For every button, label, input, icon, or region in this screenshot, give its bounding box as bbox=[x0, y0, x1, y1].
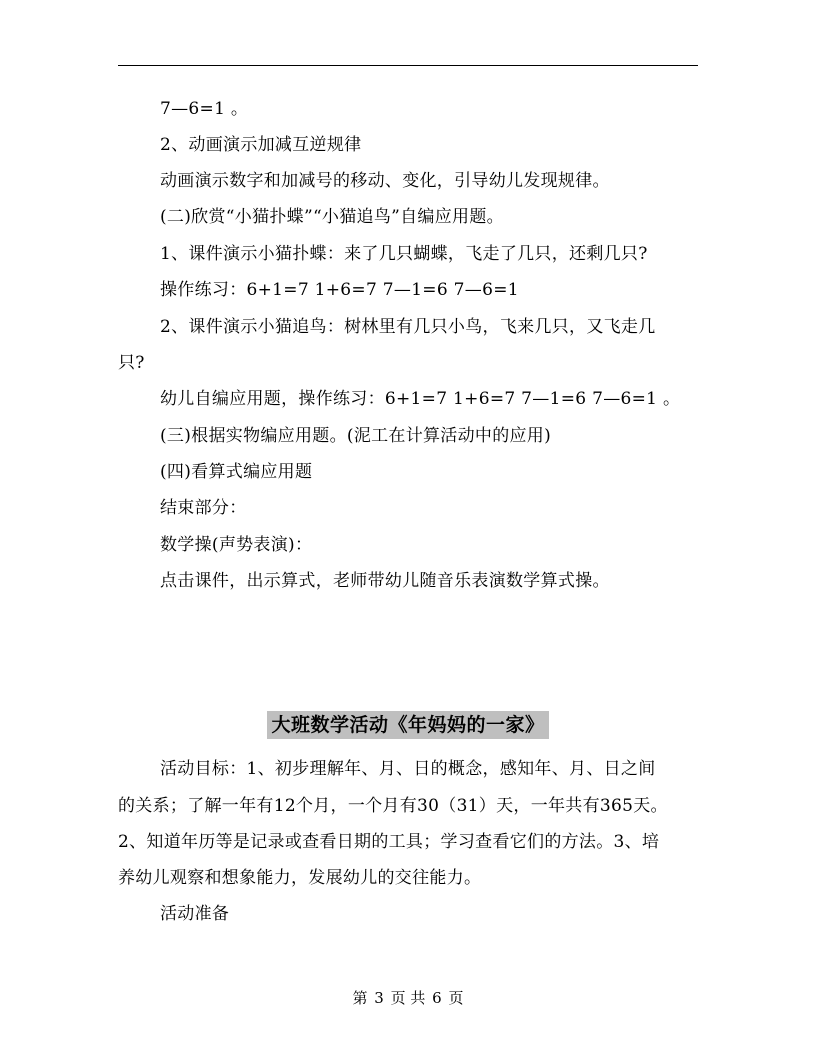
total-pages-number: 6 bbox=[432, 989, 442, 1007]
paragraph-line: 动画演示数字和加减号的移动、变化，引导幼儿发现规律。 bbox=[160, 171, 610, 191]
paragraph-line: 2、动画演示加减互逆规律 bbox=[160, 135, 362, 155]
paragraph-line: (三)根据实物编应用题。(泥工在计算活动中的应用) bbox=[160, 426, 552, 446]
page-label-suffix: 页 bbox=[448, 989, 464, 1007]
paragraph-line: 1、课件演示小猫扑蝶：来了几只蝴蝶，飞走了几只，还剩几只? bbox=[160, 244, 648, 264]
section-title-text: 大班数学活动《年妈妈的一家》 bbox=[267, 711, 548, 739]
header-rule bbox=[118, 65, 698, 66]
paragraph-line: 7—6=1 。 bbox=[160, 99, 249, 119]
section-title bbox=[0, 711, 816, 739]
paragraph-line: (二)欣赏“小猫扑蝶”“小猫追鸟”自编应用题。 bbox=[160, 207, 504, 227]
paragraph-line: 活动目标：1、初步理解年、月、日的概念，感知年、月、日之间 bbox=[160, 759, 656, 779]
paragraph-line: 幼儿自编应用题，操作练习：6+1=7 1+6=7 7—1=6 7—6=1 。 bbox=[160, 389, 681, 409]
paragraph-line: 只? bbox=[118, 353, 145, 373]
page-label-mid: 页 共 bbox=[390, 989, 426, 1007]
paragraph-line: (四)看算式编应用题 bbox=[160, 462, 313, 482]
paragraph-line: 的关系；了解一年有12个月，一个月有30（31）天，一年共有365天。 bbox=[118, 796, 668, 816]
paragraph-line: 活动准备 bbox=[160, 904, 230, 924]
paragraph-line: 点击课件，出示算式，老师带幼儿随音乐表演数学算式操。 bbox=[160, 571, 610, 591]
page-footer bbox=[0, 988, 816, 1008]
paragraph-line: 结束部分： bbox=[160, 498, 247, 518]
paragraph-line: 养幼儿观察和想象能力，发展幼儿的交往能力。 bbox=[118, 868, 482, 888]
paragraph-line: 操作练习：6+1=7 1+6=7 7—1=6 7—6=1 bbox=[160, 280, 519, 300]
current-page-number: 3 bbox=[374, 989, 384, 1007]
paragraph-line: 数学操(声势表演)： bbox=[160, 535, 313, 555]
page-label-prefix: 第 bbox=[352, 989, 368, 1007]
paragraph-line: 2、知道年历等是记录或查看日期的工具；学习查看它们的方法。3、培 bbox=[118, 832, 660, 852]
paragraph-line: 2、课件演示小猫追鸟：树林里有几只小鸟，飞来几只，又飞走几 bbox=[160, 317, 656, 337]
